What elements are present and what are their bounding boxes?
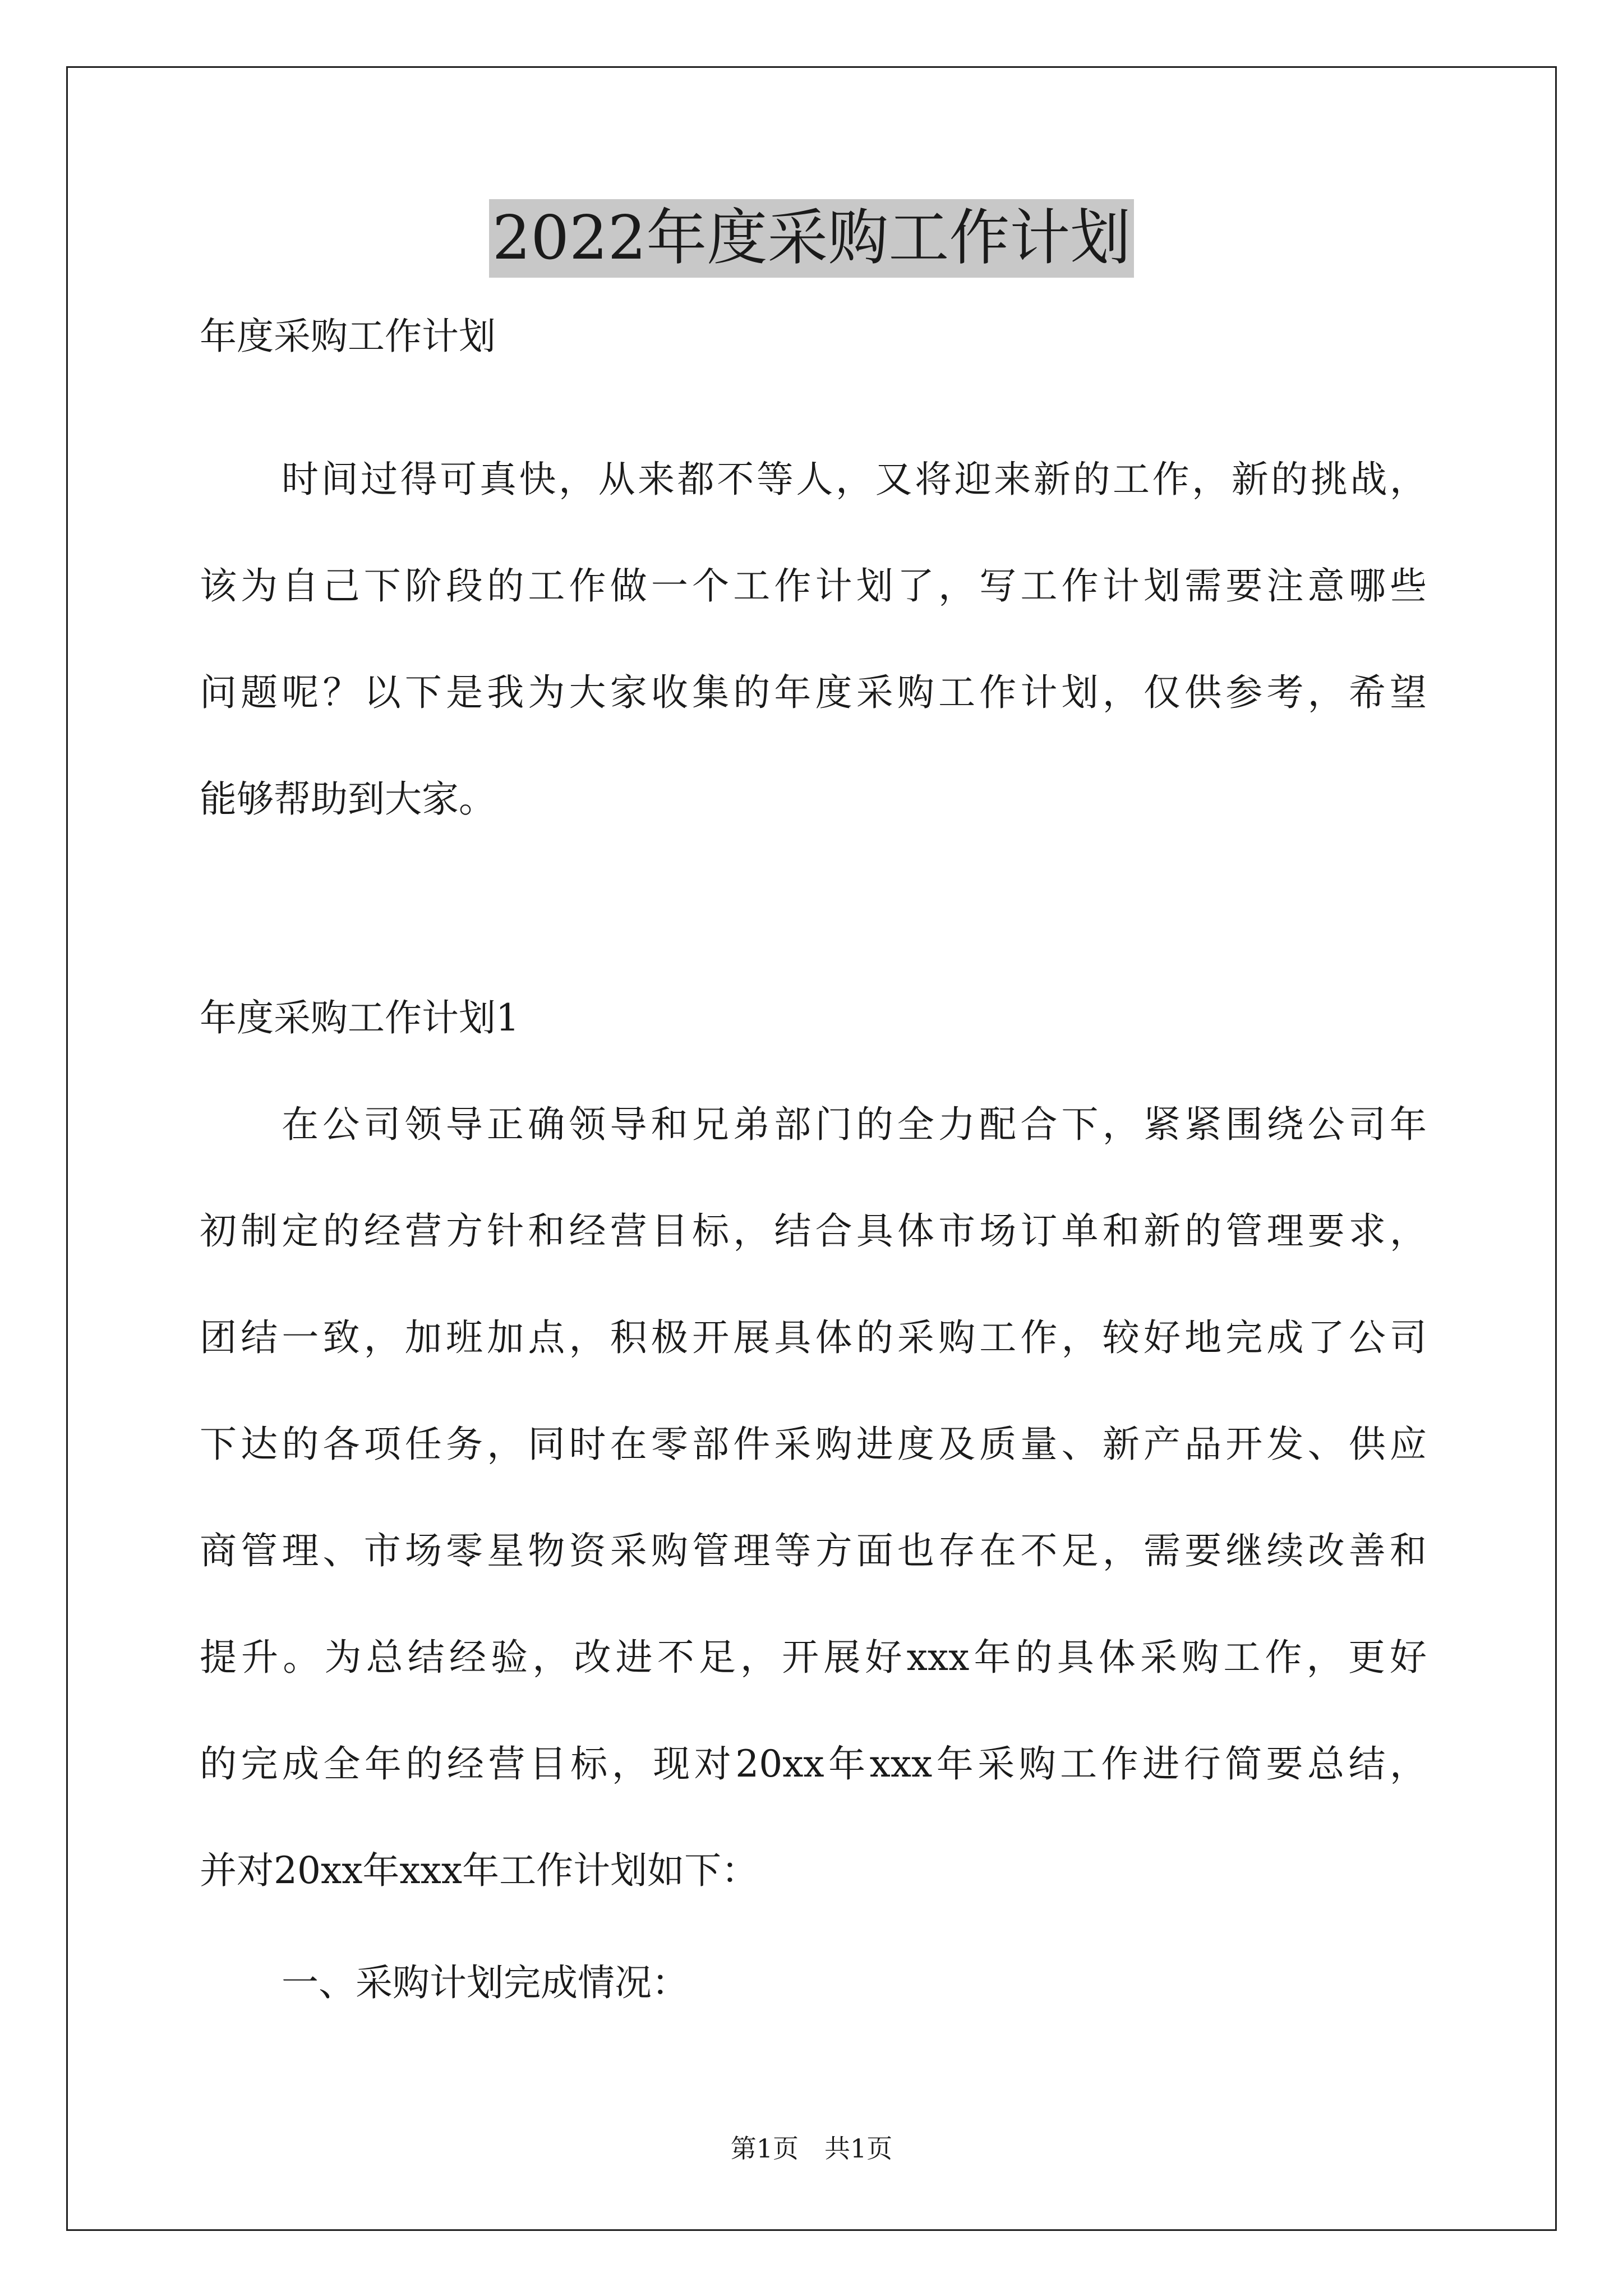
body-line-6: 提升。为总结经验，改进不足，开展好xxx年的具体采购工作，更好 [200, 1636, 1427, 1679]
page-footer: 第1页 共1页 [730, 2133, 893, 2164]
title-container [0, 199, 1623, 278]
body-line-7: 的完成全年的经营目标，现对20xx年xxx年采购工作进行简要总结， [200, 1742, 1427, 1786]
body-line-2: 初制定的经营方针和经营目标，结合具体市场订单和新的管理要求， [200, 1209, 1427, 1253]
body-line-1: 在公司领导正确领导和兄弟部门的全力配合下，紧紧围绕公司年 [282, 1103, 1427, 1146]
intro-line-1: 时间过得可真快，从来都不等人，又将迎来新的工作，新的挑战， [282, 458, 1427, 501]
subtitle: 年度采购工作计划 [200, 315, 496, 358]
body-line-4: 下达的各项任务，同时在零部件采购进度及质量、新产品开发、供应 [200, 1423, 1427, 1466]
intro-line-2: 该为自己下阶段的工作做一个工作计划了，写工作计划需要注意哪些 [200, 564, 1427, 608]
body-line-3: 团结一致，加班加点，积极开展具体的采购工作，较好地完成了公司 [200, 1316, 1427, 1359]
intro-line-3: 问题呢？以下是我为大家收集的年度采购工作计划，仅供参考，希望 [200, 671, 1427, 714]
document-title: 2022年度采购工作计划 [489, 199, 1135, 278]
subsection-heading: 一、采购计划完成情况： [282, 1961, 689, 2004]
section-heading: 年度采购工作计划1 [200, 996, 519, 1039]
page-border [66, 66, 1557, 2231]
body-line-5: 商管理、市场零星物资采购管理等方面也存在不足，需要继续改善和 [200, 1529, 1427, 1572]
body-line-8: 并对20xx年xxx年工作计划如下： [200, 1849, 759, 1892]
intro-line-4: 能够帮助到大家。 [200, 777, 496, 821]
